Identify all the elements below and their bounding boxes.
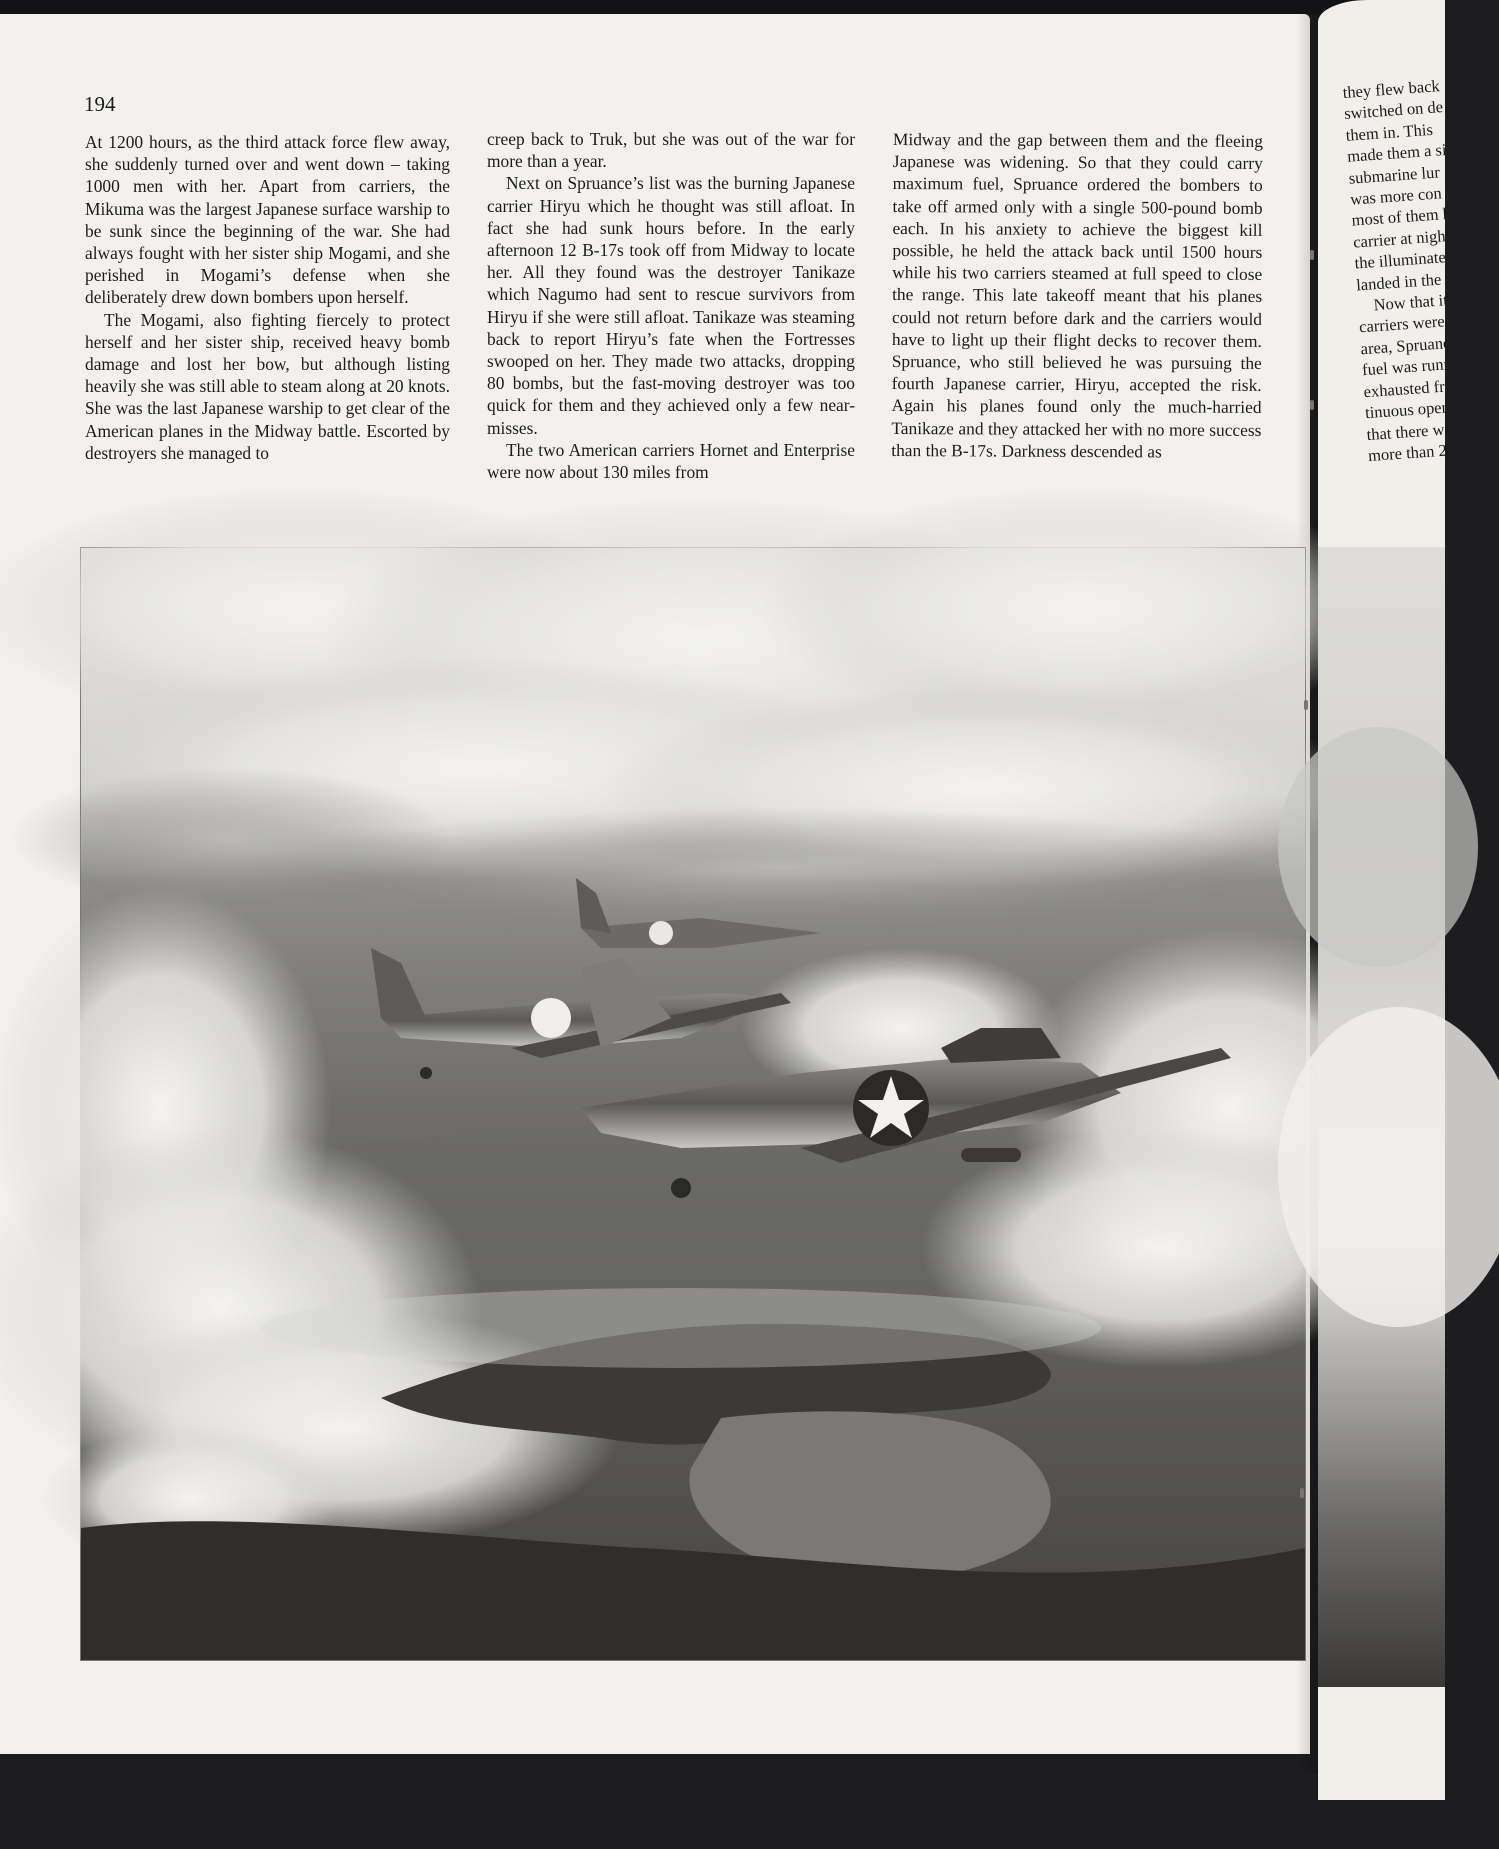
binding-mark xyxy=(1310,400,1314,410)
text-line: landed in the s xyxy=(1355,268,1453,295)
text-line: area, Spruance xyxy=(1359,332,1459,359)
text-column-3 xyxy=(891,128,1263,463)
text-line: fuel was runni xyxy=(1361,354,1457,380)
binding-mark xyxy=(1304,700,1308,710)
text-line: most of them h xyxy=(1351,204,1452,231)
text-column-1 xyxy=(85,131,450,464)
binding-mark xyxy=(1300,1488,1304,1498)
text-column-2 xyxy=(487,128,855,483)
text-line: carrier at night xyxy=(1352,225,1451,252)
aircraft-photograph xyxy=(80,547,1306,1661)
text-line: carriers were a xyxy=(1358,311,1457,337)
text-line: the illuminate xyxy=(1354,247,1447,273)
paragraph: At 1200 hours, as the third attack force flew away, she suddenly turned over and went down – taking 1000 men with her. Apart from carriers, the Mikuma was the largest Japanese surface warship to be sunk since the beginning of the war. She had always fought with her sister ship Mogami, and she perished in Mogami’s defense when she deliberately drew down bombers upon herself. xyxy=(85,132,450,308)
text-line: Now that it xyxy=(1372,290,1449,315)
book-top-edge xyxy=(0,0,1445,14)
photo-drawing xyxy=(81,548,1305,1660)
text-line: they flew back xyxy=(1342,76,1441,102)
binding-mark xyxy=(1310,250,1314,260)
right-page-photo-fragment xyxy=(1318,547,1445,1687)
paragraph: Midway and the gap between them and the fleeing Japanese was widening. So that they could carry maximum fuel, Spruance ordered the bombers to take off armed only with a single 500-pound bomb each. In his anxiety to achieve the biggest kill possible, he held the attack back until 1500 hours while his two carriers steamed at full speed to close the range. This late takeoff meant that his planes could not return before dark and the carriers would have to light up their flight decks to recover them. Spruance, who still believed he was pursuing the fourth Japanese carrier, Hiryu, accepted the risk. Again his planes found only the much-harried Tanikaze and they attacked her with no more success than the B-17s. Darkness descended as xyxy=(891,128,1263,462)
paragraph: The Mogami, also fighting fiercely to protect herself and her sister ship, received heavy bomb damage and lost her bow, but although listing heavily she was still able to steam along at 20 knots. She was the last Japanese warship to get clear of the American planes in the Midway battle. Escorted by destroyers she managed to xyxy=(85,309,450,463)
text-line: switched on de xyxy=(1343,97,1444,124)
right-page-text-fragments xyxy=(1342,73,1499,466)
text-line: submarine lur xyxy=(1348,162,1441,188)
text-line: more than 250 xyxy=(1367,439,1464,465)
paragraph: Next on Spruance’s list was the burning Japanese carrier Hiryu which he thought was still afloat. In fact she had sunk hours before. In the early afternoon 12 B-17s took off from Midway to locate her. All they found was the destroyer Tanikaze which Nagumo had sent to rescue survivors from Hiryu if she were still afloat. Tanikaze was steaming back to report Hiryu’s fate when the Fortresses swooped on her. They made two attacks, dropping 80 bombs, but the fast-moving destroyer was too quick for them and they achieved only a few near-misses. xyxy=(487,173,855,438)
page-number: 194 xyxy=(84,92,116,116)
text-line: tinuous operati xyxy=(1364,396,1465,423)
text-line: them in. This xyxy=(1345,119,1434,145)
text-line: that there were xyxy=(1365,417,1466,444)
paragraph: The two American carriers Hornet and Enterprise were now about 130 miles from xyxy=(487,439,855,483)
text-line: made them a si xyxy=(1346,140,1448,167)
right-photo-drawing xyxy=(1318,547,1445,1687)
text-line: exhausted from xyxy=(1362,374,1467,401)
paragraph: creep back to Truk, but she was out of the war for more than a year. xyxy=(487,129,855,172)
right-page-edge xyxy=(1318,0,1467,1800)
text-line: was more con xyxy=(1349,183,1443,209)
